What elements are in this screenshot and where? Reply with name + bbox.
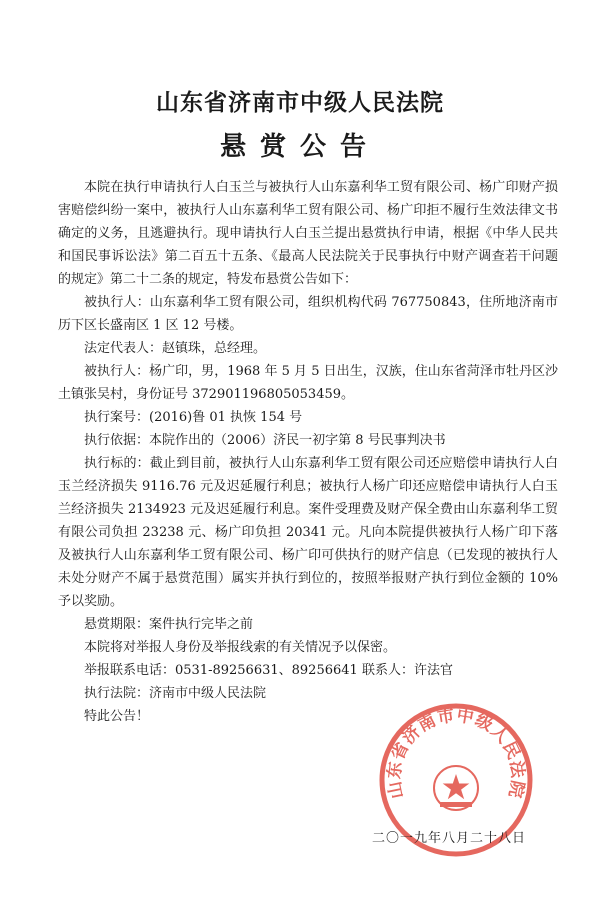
notice-body (58, 176, 558, 728)
confidentiality-paragraph: 本院将对举报人身份及举报线索的有关情况予以保密。 (84, 640, 397, 655)
period-paragraph: 悬赏期限：案件执行完毕之前 (84, 617, 254, 632)
court-name: 山东省济南市中级人民法院 (156, 90, 444, 116)
target-paragraph: 执行标的：截止到目前，被执行人山东嘉利华工贸有限公司还应赔偿申请执行人白玉兰经济损失 9116.76 元及迟延履行利息；被执行人杨广印还应赔偿申请执行人白玉兰经济损失 2134923 元及迟延履行利息。案件受理费及财产保全费由山东嘉利华工贸有限公司负担 23238 元、杨广印负担 20341 元。凡向本院提供被执行人杨广印下落及被执行人山东嘉利华工贸有限公司、杨广印可供执行的财产信息（已发现的被执行人未处分财产不属于悬赏范围）属实并执行到位的，按照举报财产执行到位金额的 10%予以奖励。 (58, 456, 558, 609)
case-number-paragraph: 执行案号：(2016)鲁 01 执恢 154 号 (84, 410, 303, 425)
intro-paragraph: 本院在执行申请执行人白玉兰与被执行人山东嘉利华工贸有限公司、杨广印财产损害赔偿纠纷一案中，被执行人山东嘉利华工贸有限公司、杨广印拒不履行生效法律文书确定的义务，且逃避执行。现申请执行人白玉兰提出悬赏执行申请，根据《中华人民共和国民事诉讼法》第二百五十五条、《最高人民法院关于民事执行中财产调查若干问题的规定》第二十二条的规定，特发布悬赏公告如下： (58, 180, 558, 287)
respondent-person-paragraph: 被执行人：杨广印，男，1968 年 5 月 5 日出生，汉族，住山东省菏泽市牡丹区沙土镇张吴村，身份证号 372901196805053459。 (58, 364, 558, 402)
seal-text: 山东省济南市中级人民法院 (384, 705, 528, 801)
notice-title: 悬赏公告 (219, 132, 380, 162)
closing-paragraph: 特此公告！ (84, 709, 150, 724)
executing-court-paragraph: 执行法院：济南市中级人民法院 (84, 686, 267, 701)
basis-paragraph: 执行依据：本院作出的（2006）济民一初字第 8 号民事判决书 (84, 433, 446, 448)
legal-representative-paragraph: 法定代表人：赵镇珠，总经理。 (84, 341, 267, 356)
respondent-company-paragraph: 被执行人：山东嘉利华工贸有限公司，组织机构代码 767750843，住所地济南市历下区长盛南区 1 区 12 号楼。 (58, 295, 558, 333)
national-emblem-icon (434, 766, 478, 810)
notice-date: 二〇一九年八月二十八日 (372, 831, 527, 846)
contact-paragraph: 举报联系电话：0531-89256631、89256641 联系人：许法官 (84, 663, 453, 678)
